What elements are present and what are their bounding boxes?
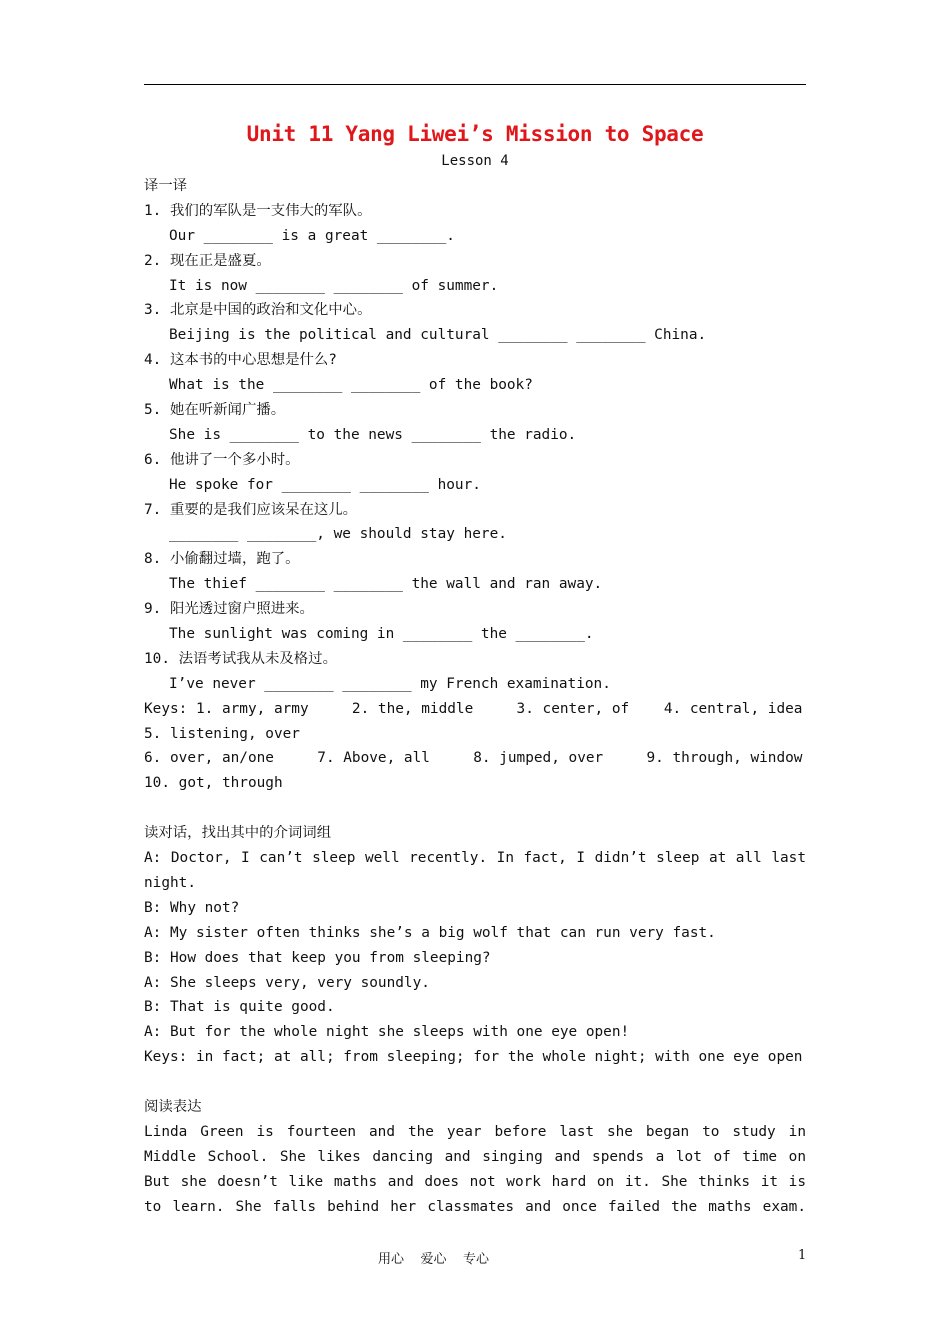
dialogue-line: A: My sister often thinks she’s a big wolf that can run very fast.: [144, 924, 716, 941]
dialogue-line: B: How does that keep you from sleeping?: [144, 949, 491, 966]
lesson-subtitle: Lesson 4: [441, 153, 509, 169]
dialogue-line: B: That is quite good.: [144, 999, 335, 1016]
question-en: I’ve never ________ ________ my French examination.: [169, 675, 611, 692]
question-en: The thief ________ ________ the wall and ran away.: [169, 576, 603, 593]
question-en: What is the ________ ________ of the book?: [169, 377, 533, 394]
reading-heading: 阅读表达: [144, 1098, 202, 1115]
answer-keys-line: Keys: 1. army, army 2. the, middle 3. center, of 4. central, idea: [144, 700, 803, 717]
question-cn: 5. 她在听新闻广播。: [144, 402, 286, 419]
answer-keys-line: 6. over, an/one 7. Above, all 8. jumped, over 9. through, window: [144, 750, 803, 767]
answer-keys-line: 5. listening, over: [144, 725, 300, 742]
question-cn: 8. 小偷翻过墙，跑了。: [144, 551, 300, 568]
dialogue-heading: 读对话，找出其中的介词词组: [144, 825, 332, 842]
footer-motto: 用心 爱心 专心: [378, 1252, 490, 1267]
question-cn: 9. 阳光透过窗户照进来。: [144, 601, 314, 618]
question-cn: 10. 法语考试我从未及格过。: [144, 650, 337, 667]
question-cn: 6. 他讲了一个多小时。: [144, 451, 300, 468]
question-cn: 2. 现在正是盛夏。: [144, 252, 271, 269]
question-cn: 1. 我们的军队是一支伟大的军队。: [144, 202, 372, 219]
answer-keys-line: 10. got, through: [144, 775, 283, 792]
question-en: Our ________ is a great ________.: [169, 227, 455, 244]
question-en: Beijing is the political and cultural ________ ________ China.: [169, 327, 707, 344]
dialogue-line: night.: [144, 874, 196, 891]
question-en: He spoke for ________ ________ hour.: [169, 476, 481, 493]
question-cn: 3. 北京是中国的政治和文化中心。: [144, 302, 372, 319]
document-body: [144, 174, 806, 1219]
question-en: ________ ________, we should stay here.: [169, 526, 507, 543]
dialogue-line: A: She sleeps very, very soundly.: [144, 974, 430, 991]
spacer: [144, 1070, 806, 1095]
page-number: 1: [798, 1248, 807, 1263]
question-en: The sunlight was coming in ________ the ________.: [169, 626, 594, 643]
dialogue-line: B: Why not?: [144, 899, 240, 916]
page-footer: [0, 1248, 950, 1268]
question-en: It is now ________ ________ of summer.: [169, 277, 499, 294]
reading-paragraph-line: But she doesn’t like maths and does not work hard on it. She thinks it is: [144, 1173, 806, 1190]
document-title: Unit 11 Yang Liwei’s Mission to Space: [246, 122, 704, 146]
question-en: She is ________ to the news ________ the radio.: [169, 426, 577, 443]
question-cn: 7. 重要的是我们应该呆在这儿。: [144, 501, 358, 518]
reading-paragraph-line: Linda Green is fourteen and the year before last she began to study in: [144, 1123, 806, 1140]
reading-paragraph-line: Middle School. She likes dancing and singing and spends a lot of time on: [144, 1148, 806, 1165]
question-cn: 4. 这本书的中心思想是什么?: [144, 352, 337, 369]
dialogue-line: A: But for the whole night she sleeps with one eye open!: [144, 1024, 630, 1041]
spacer: [144, 796, 806, 821]
header-rule: [144, 84, 806, 85]
reading-paragraph-line: to learn. She falls behind her classmates and once failed the maths exam.: [144, 1198, 806, 1215]
translate-heading: 译一译: [144, 178, 188, 194]
dialogue-line: A: Doctor, I can’t sleep well recently. In fact, I didn’t sleep at all last: [144, 850, 806, 867]
dialogue-keys: Keys: in fact; at all; from sleeping; for the whole night; with one eye open: [144, 1049, 803, 1066]
